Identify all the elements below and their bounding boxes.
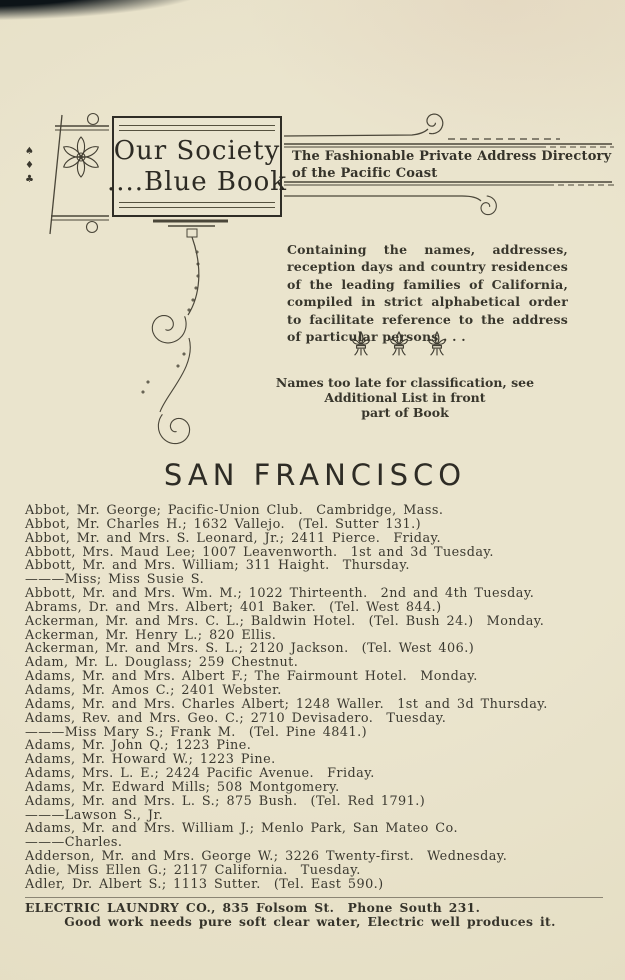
card-suit-ornaments	[25, 146, 34, 185]
section-heading: SAN FRANCISCO	[163, 458, 467, 492]
directory-entry: Adams, Mrs. L. E.; 2424 Pacific Avenue. Friday.	[25, 766, 375, 782]
tagline-line2: of the Pacific Coast	[292, 165, 438, 181]
directory-entry: Adie, Miss Ellen G.; 2117 California. Tuesday.	[25, 862, 361, 878]
stem-spiral-lower	[158, 414, 189, 443]
rosette-flower-icon	[60, 134, 102, 180]
late-names-note	[250, 375, 560, 420]
diamond-icon: ♦	[25, 160, 34, 171]
directory-entry: ———Lawson S., Jr.	[25, 807, 164, 823]
club-icon: ♣	[25, 174, 34, 185]
directory-entry: Adam, Mr. L. Douglass; 259 Chestnut.	[25, 655, 299, 671]
stem-s-curve	[160, 338, 190, 412]
stem-spiral-upper	[152, 316, 186, 343]
directory-entry: Abrams, Dr. and Mrs. Albert; 401 Baker. (Tel. West 844.)	[25, 599, 442, 615]
bottom-rule-lead	[284, 196, 481, 201]
tagline	[292, 149, 614, 182]
intro-paragraph: Containing the names, addresses, reception days and country residences of the leading families of California, compiled in strict alphabetical order to facilitate reference to the address of particular persons . . .	[287, 242, 568, 345]
stem-dots	[142, 251, 199, 393]
bottom-spiral	[481, 196, 496, 215]
directory-entry: ———Miss Mary S.; Frank M. (Tel. Pine 4841.)	[25, 724, 368, 740]
footer-rule	[25, 897, 603, 898]
advertiser-line: ELECTRIC LAUNDRY CO., 835 Folsom St. Phone South 231.	[25, 900, 481, 915]
title-box	[106, 116, 288, 217]
directory-entry: Ackerman, Mr. and Mrs. C. L.; Baldwin Hotel. (Tel. Bush 24.) Monday.	[25, 613, 545, 629]
directory-entry: Adams, Rev. and Mrs. Geo. C.; 2710 Devisadero. Tuesday.	[25, 710, 447, 726]
directory-entry: Adams, Mr. and Mrs. Albert F.; The Fairmount Hotel. Monday.	[25, 669, 478, 685]
note-line3: part of Book	[361, 405, 449, 420]
pedestal-socket	[187, 229, 197, 237]
directory-entry: Ackerman, Mr. Henry L.; 820 Ellis.	[25, 627, 277, 643]
title-box-top-rule	[119, 125, 275, 131]
directory-entry: Adams, Mr. Edward Mills; 508 Montgomery.	[25, 779, 340, 795]
directory-list	[25, 504, 610, 892]
book-title-line1: Our Society	[113, 135, 281, 166]
top-spiral	[427, 114, 443, 134]
tagline-line1: The Fashionable Private Address Directory	[292, 149, 612, 164]
block-bottom-ring	[87, 222, 98, 233]
directory-entry: Adams, Mr. Amos C.; 2401 Webster.	[25, 682, 282, 698]
directory-entry: Abbott, Mrs. Maud Lee; 1007 Leavenworth. 1st and 3d Tuesday.	[25, 544, 494, 560]
directory-entry: Adams, Mr. and Mrs. Charles Albert; 1248 Waller. 1st and 3d Thursday.	[25, 696, 548, 712]
directory-entry: Adams, Mr. and Mrs. L. S.; 875 Bush. (Tel. Red 1791.)	[25, 793, 426, 809]
title-box-bottom-rule	[119, 202, 275, 208]
fleur-de-lis-row	[350, 331, 448, 357]
stem-curve	[188, 237, 199, 315]
directory-entry: Adams, Mr. John Q.; 1223 Pine.	[25, 738, 252, 754]
directory-entry: Abbot, Mr. Charles H.; 1632 Vallejo. (Tel. Sutter 131.)	[25, 516, 422, 532]
directory-entry: Ackerman, Mr. and Mrs. S. L.; 2120 Jackson. (Tel. West 406.)	[25, 641, 475, 657]
fleur-de-lis-icon	[350, 331, 372, 357]
note-line2: Additional List in front	[324, 390, 486, 405]
advertiser-slogan: Good work needs pure soft clear water, Electric well produces it.	[64, 914, 556, 929]
directory-entry: Abbott, Mr. and Mrs. Wm. M.; 1022 Thirteenth. 2nd and 4th Tuesday.	[25, 586, 535, 602]
block-top-ring	[88, 114, 99, 125]
note-line1: Names too late for classification, see	[275, 375, 535, 390]
directory-entry: Adams, Mr. and Mrs. William J.; Menlo Park, San Mateo Co.	[25, 821, 458, 837]
top-rule-lead	[284, 129, 428, 136]
spade-icon: ♠	[25, 146, 34, 157]
directory-entry: Abbot, Mr. George; Pacific-Union Club. Cambridge, Mass.	[25, 503, 444, 518]
directory-entry: ———Miss; Miss Susie S.	[25, 572, 205, 588]
directory-entry: Abbot, Mr. and Mrs. S. Leonard, Jr.; 2411 Pierce. Friday.	[25, 530, 442, 546]
fleur-de-lis-icon	[426, 331, 448, 357]
directory-entry: ———Charles.	[25, 835, 123, 851]
directory-entry: Abbott, Mr. and Mrs. William; 311 Haight. Thursday.	[25, 558, 410, 574]
scan-corner-shadow	[0, 0, 360, 52]
fleur-de-lis-icon	[388, 331, 410, 357]
directory-entry: Adderson, Mr. and Mrs. George W.; 3226 Twenty-first. Wednesday.	[25, 849, 508, 865]
directory-entry: Adams, Mr. Howard W.; 1223 Pine.	[25, 752, 276, 768]
book-title-line2: ....Blue Book	[106, 166, 288, 197]
directory-entry: Adler, Dr. Albert S.; 1113 Sutter. (Tel. East 590.)	[25, 876, 384, 892]
